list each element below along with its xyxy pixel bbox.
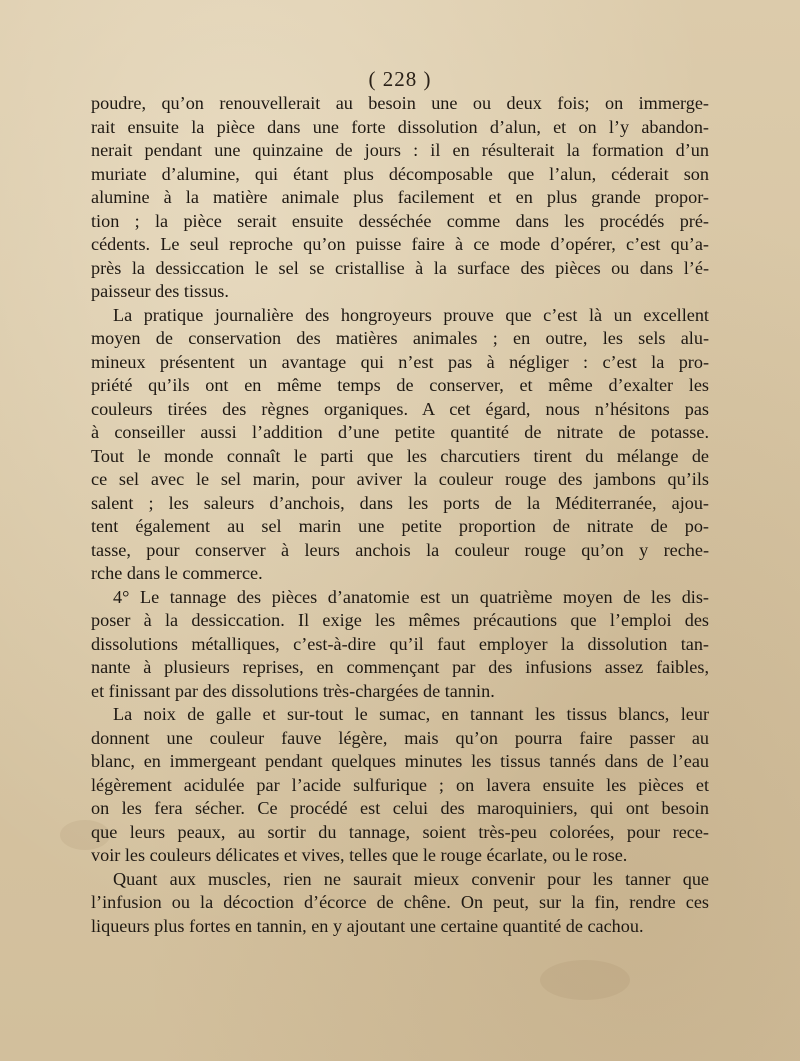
text-line: rait ensuite la pièce dans une forte dissolution d’alun, et on l’y abandon- xyxy=(91,116,709,137)
text-line: salent ; les saleurs d’anchois, dans les ports de la Méditerranée, ajou- xyxy=(91,492,709,513)
text-line: on les fera sécher. Ce procédé est celui des maroquiniers, qui ont besoin xyxy=(91,798,709,818)
text-line: mineux présentent un avantage qui n’est pas à négliger : c’est la pro- xyxy=(91,351,709,372)
text-line: Tout le monde connaît le parti que les charcutiers tirent du mélange de xyxy=(91,445,709,466)
text-line: à conseiller aussi l’addition d’une petite quantité de nitrate de potasse. xyxy=(91,422,709,442)
text-line: priété qu’ils ont en même temps de conserver, et même d’exalter les xyxy=(91,375,709,395)
text-line: tion ; la pièce serait ensuite desséchée comme dans les procédés pré- xyxy=(91,210,709,231)
text-line: près la dessiccation le sel se cristallise à la surface des pièces ou dans l’é- xyxy=(91,257,709,278)
text-line: nante à plusieurs reprises, en commençant par des infusions assez faibles, xyxy=(91,657,709,677)
text-line: tent également au sel marin une petite proportion de nitrate de po- xyxy=(91,516,709,536)
text-line: La noix de galle et sur-tout le sumac, en tannant les tissus blancs, leur xyxy=(113,704,709,724)
text-line: paisseur des tissus. xyxy=(91,281,229,301)
text-line: alumine à la matière animale plus facilement et en plus grande propor- xyxy=(91,187,709,207)
text-line: moyen de conservation des matières animales ; en outre, les sels alu- xyxy=(91,328,709,348)
text-line: légèrement acidulée par l’acide sulfurique ; on lavera ensuite les pièces et xyxy=(91,774,709,795)
text-line: couleurs tirées des règnes organiques. A cet égard, nous n’hésitons pas xyxy=(91,398,709,419)
text-line: 4° Le tannage des pièces d’anatomie est un quatrième moyen de les dis- xyxy=(113,586,709,607)
text-line: ce sel avec le sel marin, pour aviver la couleur rouge des jambons qu’ils xyxy=(91,469,709,489)
text-line: donnent une couleur fauve légère, mais qu’on pourra faire passer au xyxy=(91,727,709,748)
text-line: muriate d’alumine, qui étant plus décomposable que l’alun, céderait son xyxy=(91,163,709,184)
text-line: nerait pendant une quinzaine de jours : il en résulterait la formation d’un xyxy=(91,140,709,160)
text-line: voir les couleurs délicates et vives, telles que le rouge écarlate, ou le rose. xyxy=(91,845,628,865)
text-line: que leurs peaux, au sortir du tannage, soient très-peu colorées, pour rece- xyxy=(91,821,709,842)
text-line: blanc, en immergeant pendant quelques minutes les tissus tannés dans de l’eau xyxy=(91,751,709,771)
text-line: liqueurs plus fortes en tannin, en y ajoutant une certaine quantité de cachou. xyxy=(91,915,644,936)
text-line: poser à la dessiccation. Il exige les mêmes précautions que l’emploi des xyxy=(91,610,709,630)
text-line: et finissant par des dissolutions très-chargées de tannin. xyxy=(91,680,495,701)
body-text xyxy=(91,92,709,938)
paper-stain xyxy=(540,960,630,1000)
page-number: ( 228 ) xyxy=(368,67,432,91)
text-line: poudre, qu’on renouvellerait au besoin une ou deux fois; on immerge- xyxy=(91,93,709,113)
text-line: dissolutions métalliques, c’est-à-dire qu’il faut employer la dissolution tan- xyxy=(91,633,709,654)
text-line: l’infusion ou la décoction d’écorce de chêne. On peut, sur la fin, rendre ces xyxy=(91,892,709,912)
text-line: tasse, pour conserver à leurs anchois la couleur rouge qu’on y reche- xyxy=(91,539,709,560)
text-line: cédents. Le seul reproche qu’on puisse faire à ce mode d’opérer, c’est qu’a- xyxy=(91,234,709,254)
text-line: rche dans le commerce. xyxy=(91,563,263,583)
text-line: La pratique journalière des hongroyeurs prouve que c’est là un excellent xyxy=(113,304,709,325)
text-line: Quant aux muscles, rien ne saurait mieux convenir pour les tanner que xyxy=(113,868,709,889)
